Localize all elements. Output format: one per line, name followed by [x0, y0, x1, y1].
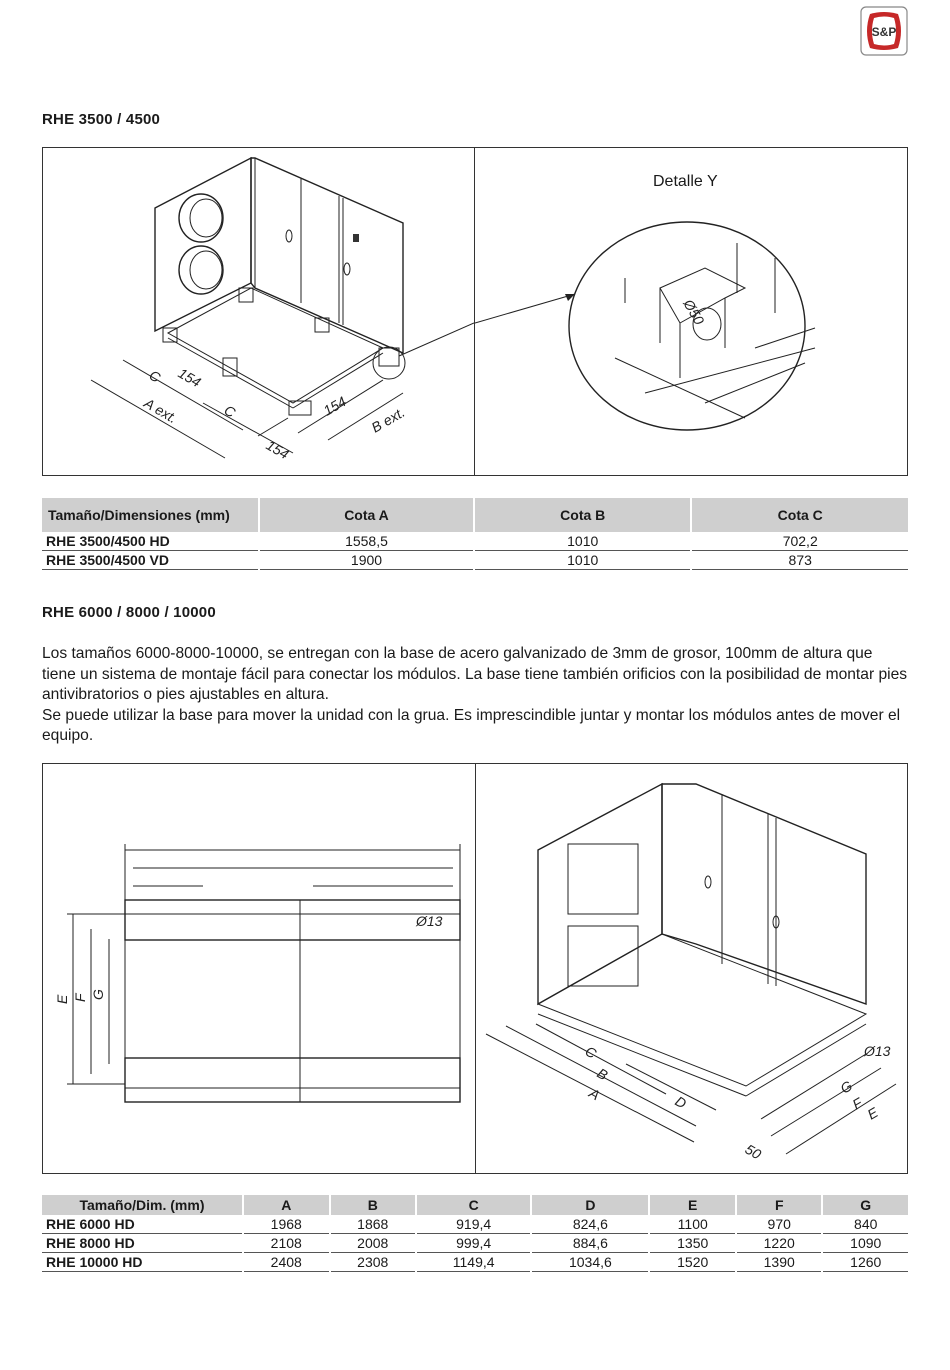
table-cell: 702,2	[692, 532, 908, 551]
table-cell: 1350	[650, 1234, 735, 1253]
table-cell: 2408	[244, 1253, 329, 1272]
table-cell: RHE 3500/4500 VD	[42, 551, 258, 570]
isometric-base-drawing	[476, 764, 907, 1173]
table-cell: 824,6	[532, 1215, 648, 1234]
table-cell: 2008	[331, 1234, 416, 1253]
figure-rhe-6000-8000-10000	[42, 763, 908, 1174]
table-cell: 1520	[650, 1253, 735, 1272]
table-row	[42, 1234, 908, 1253]
section-title-rhe-3500-4500: RHE 3500 / 4500	[42, 111, 161, 128]
table-cell: 2308	[331, 1253, 416, 1272]
table-cell: 1010	[475, 551, 691, 570]
table-header: Tamaño/Dim. (mm)	[42, 1195, 242, 1215]
svg-text:Ø50: Ø50	[680, 296, 708, 328]
table-header: E	[650, 1195, 735, 1215]
paragraph-text: Los tamaños 6000-8000-10000, se entregan con la base de acero galvanizado de 3mm de grosor, 100mm de altura que tiene un sistema de montaje fácil para conectar los módulos. La base tiene también orificios con la posibilidad de montar pies antivibratorios o pies ajustables en altura.	[42, 645, 908, 704]
svg-text:Ø13: Ø13	[416, 913, 443, 929]
table-cell: 919,4	[417, 1215, 530, 1234]
table-cell: 1868	[331, 1215, 416, 1234]
table-cell: RHE 10000 HD	[42, 1253, 242, 1272]
svg-text:50: 50	[742, 1140, 764, 1163]
table-header: D	[532, 1195, 648, 1215]
table-cell: 1100	[650, 1215, 735, 1234]
detail-y-drawing	[475, 148, 907, 475]
table-header: F	[737, 1195, 822, 1215]
table-cell: 1090	[823, 1234, 908, 1253]
table-cell: 1010	[475, 532, 691, 551]
table-header: B	[331, 1195, 416, 1215]
svg-text:G: G	[837, 1077, 855, 1097]
section-title-rhe-6000-8000-10000: RHE 6000 / 8000 / 10000	[42, 604, 216, 621]
svg-text:S&P: S&P	[871, 25, 897, 39]
table-header: Tamaño/Dimensiones (mm)	[42, 498, 258, 532]
isometric-unit-drawing	[43, 148, 474, 475]
table-cell: RHE 6000 HD	[42, 1215, 242, 1234]
svg-text:B ext.: B ext.	[368, 403, 408, 436]
svg-text:A ext.: A ext.	[141, 394, 181, 427]
svg-text:C: C	[221, 401, 239, 421]
description-paragraph	[42, 644, 910, 747]
svg-text:154: 154	[263, 436, 292, 463]
table-header: Cota A	[260, 498, 473, 532]
table-rhe-3500-4500	[40, 498, 910, 570]
svg-text:G: G	[90, 989, 106, 1000]
table-row	[42, 1215, 908, 1234]
table-cell: 1390	[737, 1253, 822, 1272]
table-cell: 1034,6	[532, 1253, 648, 1272]
table-header-row	[42, 1195, 908, 1215]
table-cell: 1149,4	[417, 1253, 530, 1272]
sp-logo	[860, 6, 908, 56]
table-header-row	[42, 498, 908, 532]
svg-text:A: A	[586, 1084, 603, 1104]
table-row	[42, 551, 908, 570]
table-header: G	[823, 1195, 908, 1215]
table-header: Cota B	[475, 498, 691, 532]
svg-text:E: E	[864, 1104, 881, 1123]
table-header: C	[417, 1195, 530, 1215]
table-cell: 999,4	[417, 1234, 530, 1253]
table-header: A	[244, 1195, 329, 1215]
svg-text:C: C	[582, 1042, 600, 1062]
table-cell: 2108	[244, 1234, 329, 1253]
detail-y-title: Detalle Y	[653, 173, 718, 190]
table-rhe-6000-8000-10000	[40, 1195, 910, 1272]
table-cell: RHE 3500/4500 HD	[42, 532, 258, 551]
svg-text:B: B	[594, 1064, 611, 1084]
table-row	[42, 1253, 908, 1272]
svg-text:D: D	[672, 1092, 690, 1112]
table-header: Cota C	[692, 498, 908, 532]
table-cell: 884,6	[532, 1234, 648, 1253]
svg-text:Ø13: Ø13	[864, 1043, 891, 1059]
svg-text:154: 154	[320, 393, 349, 419]
table-cell: 1260	[823, 1253, 908, 1272]
table-cell: RHE 8000 HD	[42, 1234, 242, 1253]
svg-text:154: 154	[175, 364, 204, 391]
table-row	[42, 532, 908, 551]
svg-text:E: E	[54, 994, 70, 1004]
table-cell: 840	[823, 1215, 908, 1234]
figure-rhe-3500-4500	[42, 147, 908, 476]
svg-text:F: F	[849, 1094, 865, 1113]
svg-text:F: F	[72, 993, 88, 1002]
table-cell: 1900	[260, 551, 473, 570]
table-cell: 873	[692, 551, 908, 570]
top-view-drawing	[43, 764, 475, 1173]
table-cell: 1558,5	[260, 532, 473, 551]
table-cell: 970	[737, 1215, 822, 1234]
table-cell: 1968	[244, 1215, 329, 1234]
paragraph-text: Se puede utilizar la base para mover la unidad con la grua. Es imprescindible juntar y montar los módulos antes de mover el equipo.	[42, 706, 901, 745]
svg-text:C: C	[146, 366, 164, 386]
table-cell: 1220	[737, 1234, 822, 1253]
